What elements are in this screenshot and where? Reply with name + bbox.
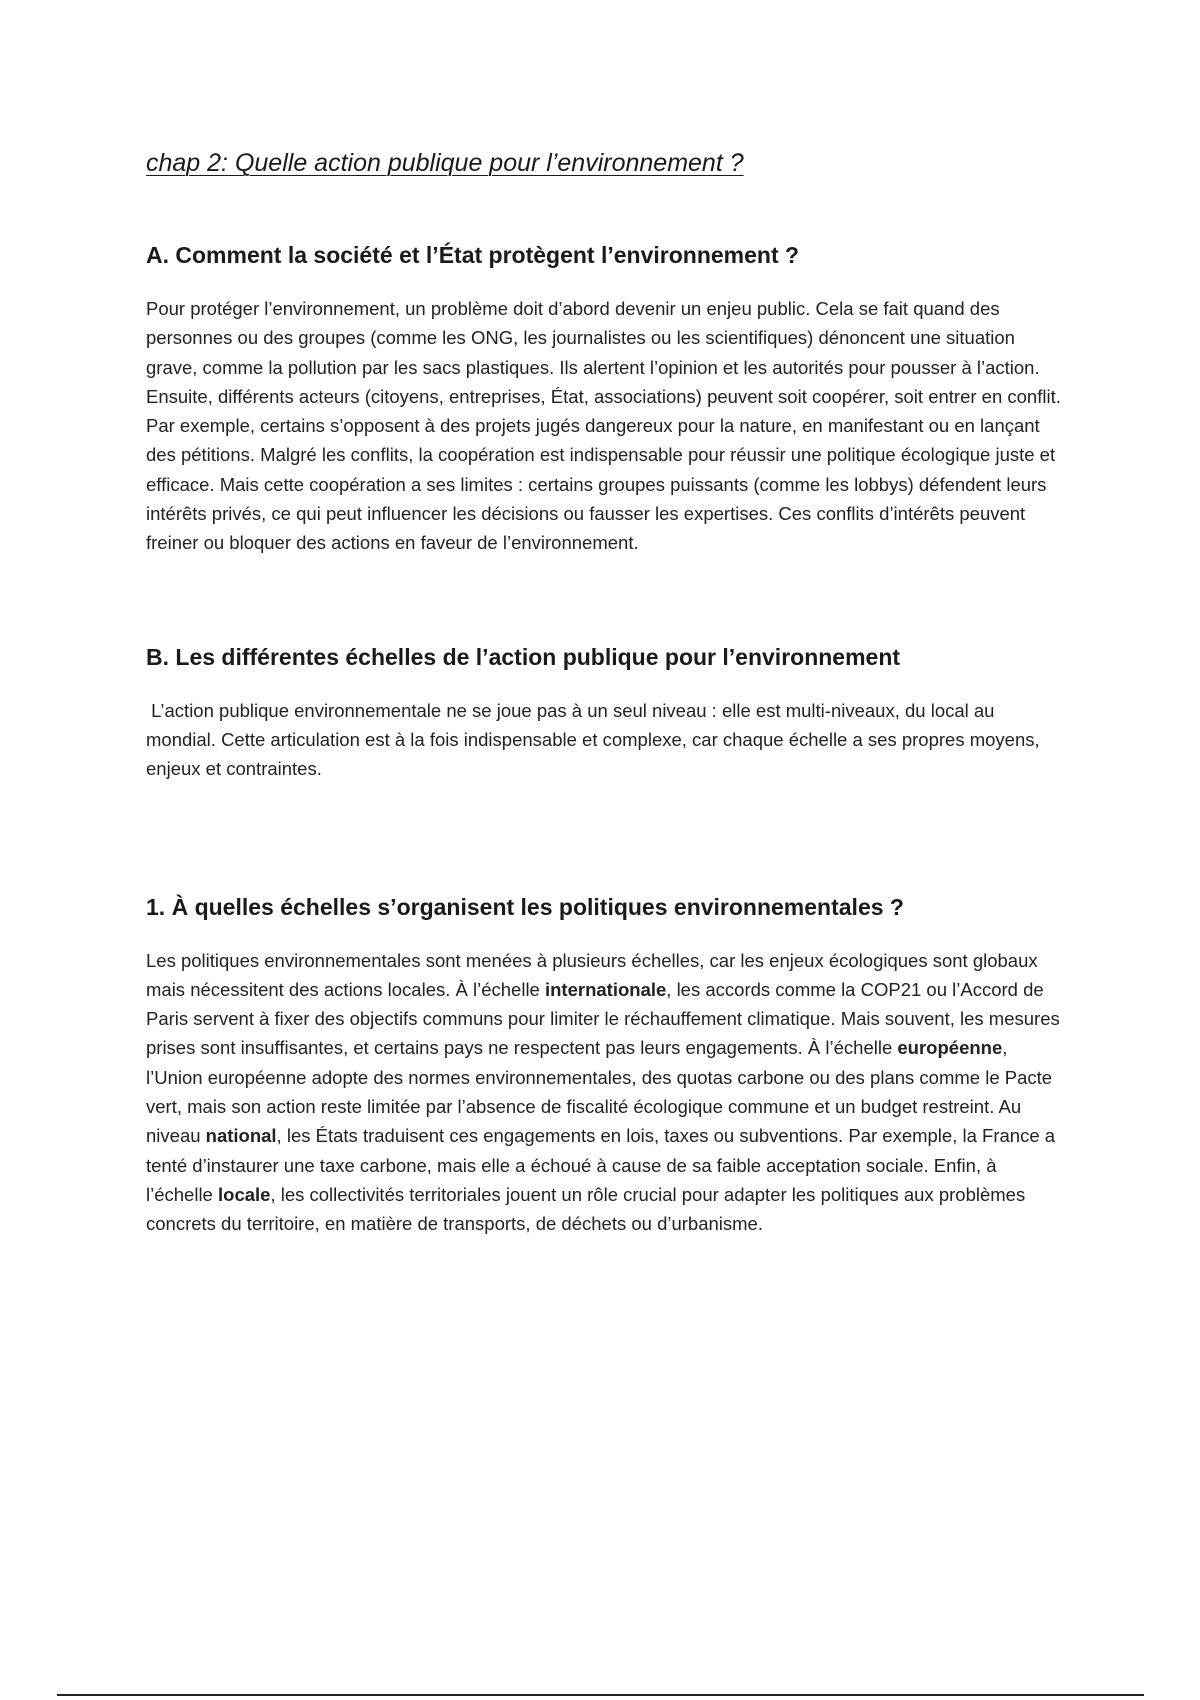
keyword-national: national (205, 1125, 277, 1147)
keyword-locale: locale (218, 1183, 271, 1205)
section-b-paragraph: L’action publique environnementale ne se joue pas à un seul niveau : elle est multi-niveaux, du local au mondial. Cette articulation est à la fois indispensable et complexe, car chaque échelle a ses propres moyens, enjeux et contraintes. (146, 699, 1045, 780)
section-1-paragraph (146, 946, 1066, 1239)
document-content (146, 146, 1066, 1239)
section-1-heading: 1. À quelles échelles s’organisent les politiques environnementales ? (146, 893, 904, 920)
section-1-text-5: , les collectivités territoriales jouent un rôle crucial pour adapter les politiques aux problèmes concrets du territoire, en matière de transports, de déchets ou d’urbanisme. (146, 1183, 1026, 1235)
section-a-paragraph: Pour protéger l’environnement, un problème doit d’abord devenir un enjeu public. Cela se fait quand des personnes ou des groupes (comme les ONG, les journalistes ou les scientifiques) dénoncent une situation grave, comme la pollution par les sacs plastiques. Ils alertent l’opinion et les autorités pour pousser à l’action. Ensuite, différents acteurs (citoyens, entreprises, État, associations) peuvent soit coopérer, soit entrer en conflit. Par exemple, certains s’opposent à des projets jugés dangereux pour la nature, en manifestant ou en lançant des pétitions. Malgré les conflits, la coopération est indispensable pour réussir une politique écologique juste et efficace. Mais cette coopération a ses limites : certains groupes puissants (comme les lobbys) défendent leurs intérêts privés, ce qui peut influencer les décisions ou fausser les expertises. Ces conflits d’intérêts peuvent freiner ou bloquer des actions en faveur de l’environnement. (146, 298, 1061, 554)
section-1-text-2: , les accords comme la COP21 ou l’Accord de Paris servent à fixer des objectifs communs pour limiter le réchauffement climatique. Mais souvent, les mesures prises sont insuffisantes, et certains pays ne respectent pas leurs engagements. À l’échelle (146, 978, 1060, 1059)
section-b-heading: B. Les différentes échelles de l’action publique pour l’environnement (146, 643, 901, 670)
section-1-text-1: Les politiques environnementales sont menées à plusieurs échelles, car les enjeux écologiques sont globaux mais nécessitent des actions locales. À l’échelle (146, 949, 1038, 1000)
footer-divider (57, 1694, 1144, 1696)
keyword-internationale: internationale (544, 978, 667, 1000)
section-1-text-4: , les États traduisent ces engagements en lois, taxes ou subventions. Par exemple, la France a tenté d’instaurer une taxe carbone, mais elle a échoué à cause de sa faible acceptation sociale. Enfin, à l’échelle (146, 1125, 1056, 1205)
keyword-europeenne: européenne (897, 1037, 1003, 1059)
chapter-title: chap 2: Quelle action publique pour l’environnement ? (146, 149, 744, 177)
section-1-text-3: , l’Union européenne adopte des normes environnementales, des quotas carbone ou des plans comme le Pacte vert, mais son action reste limitée par l’absence de fiscalité écologique commune et un budget restreint. Au niveau (146, 1037, 1053, 1147)
section-a-heading: A. Comment la société et l’État protègent l’environnement ? (146, 242, 800, 268)
